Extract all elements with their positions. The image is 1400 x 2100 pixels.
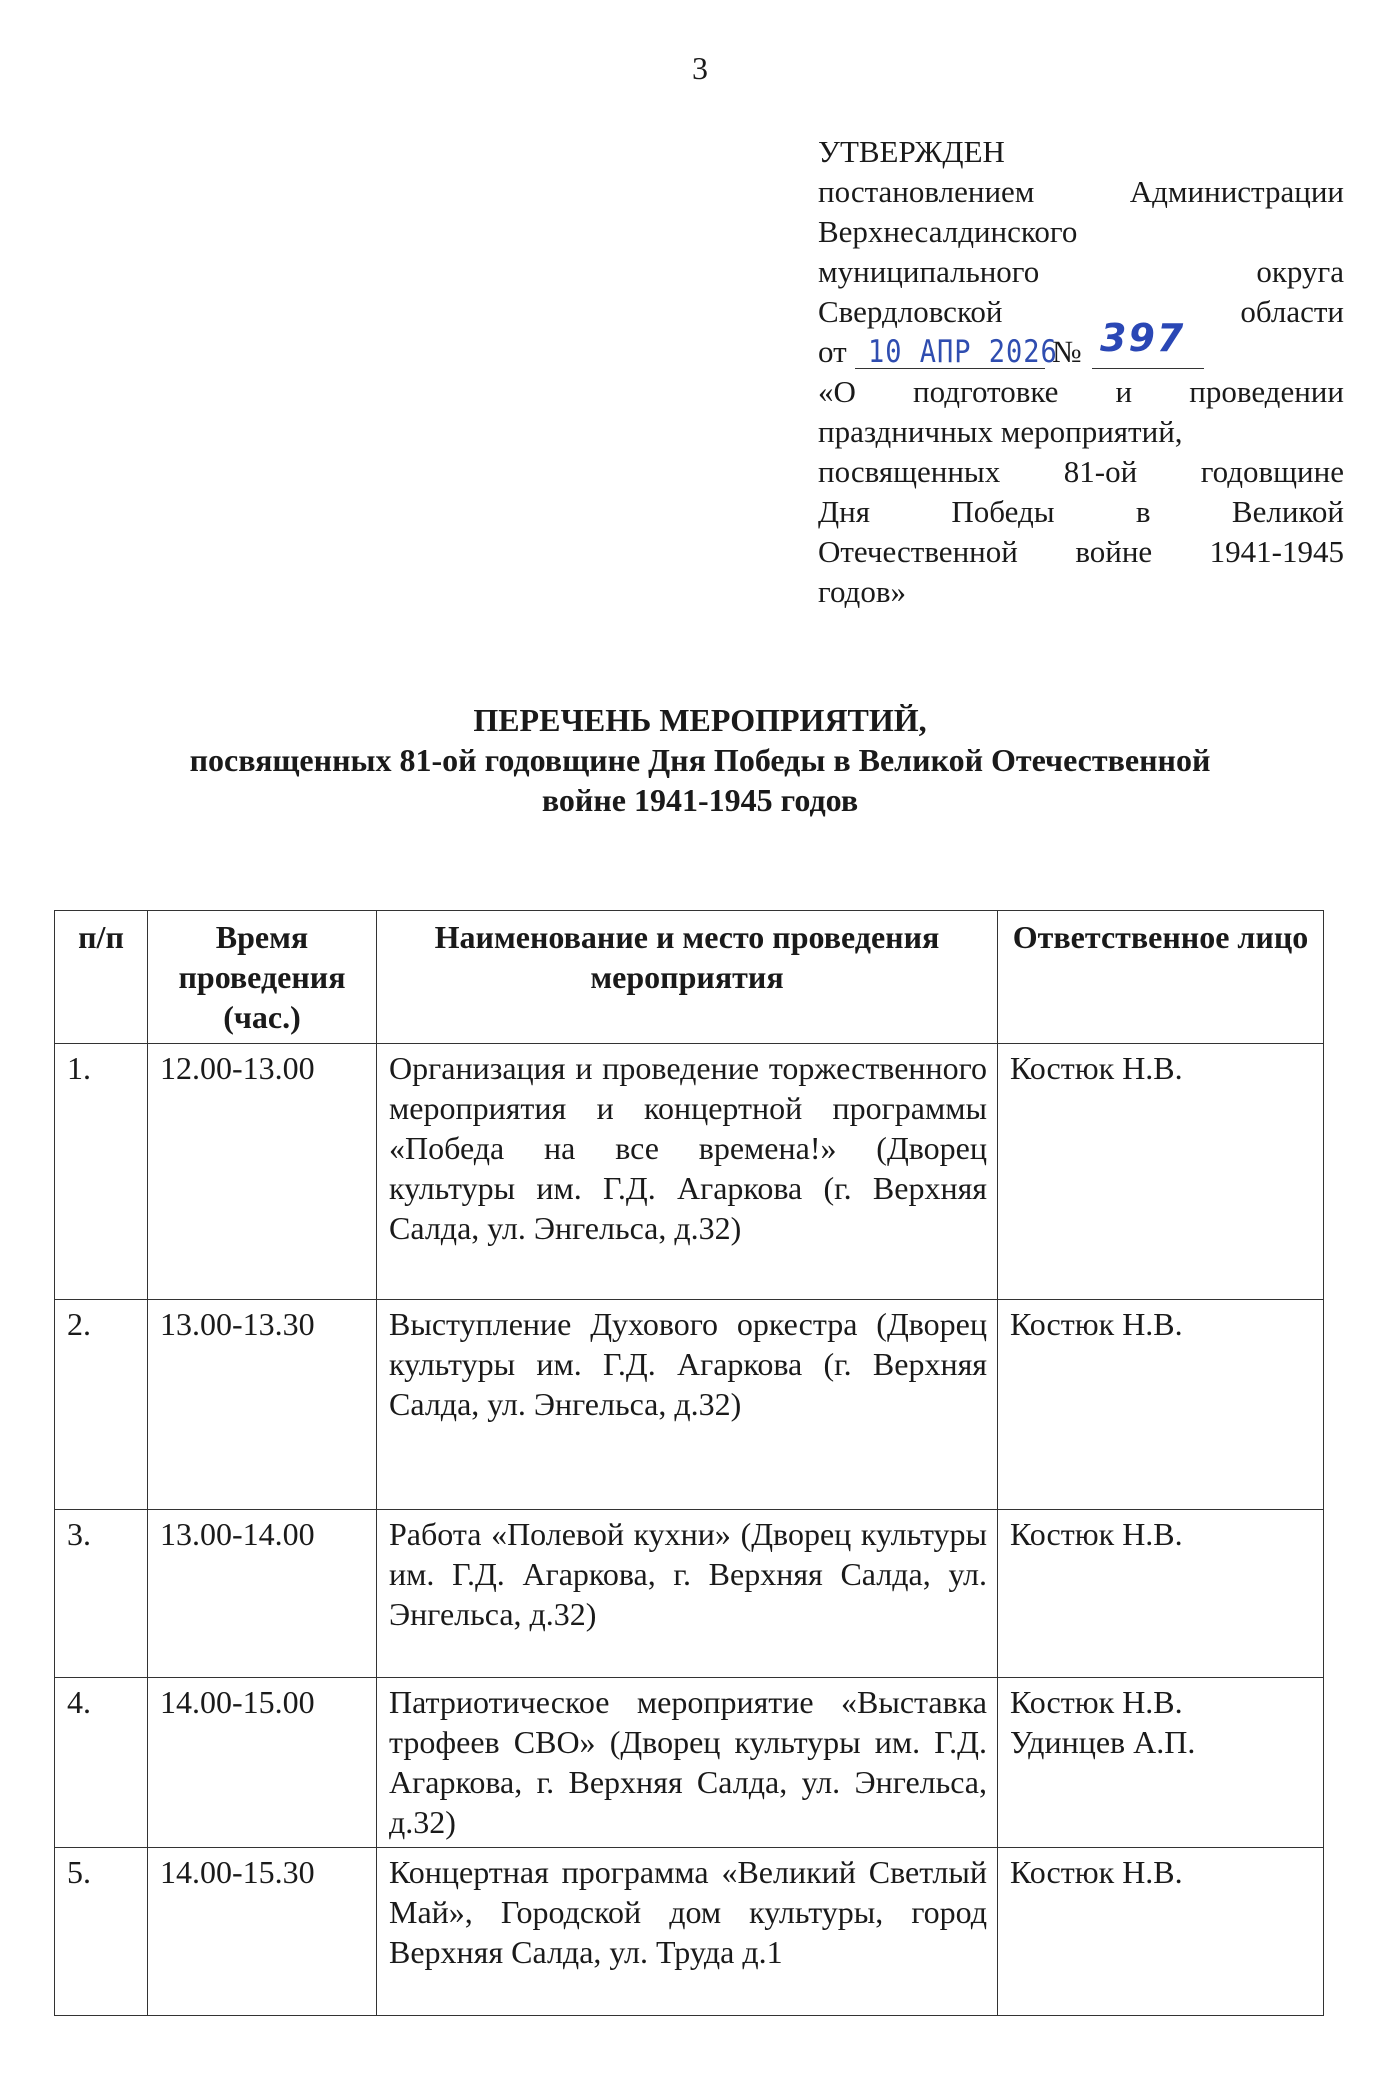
approval-region-left: Свердловской: [818, 294, 1003, 329]
events-table: [54, 910, 1324, 2016]
table-row: [55, 1300, 1324, 1510]
approval-title: УТВЕРЖДЕН: [818, 134, 1005, 169]
row-time: 12.00-13.00: [148, 1044, 377, 1300]
row-event-name: Концертная программа «Великий Светлый Май», Городской дом культуры, город Верхняя Салда, ул. Труда д.1: [377, 1848, 998, 2016]
responsible-person: Костюк Н.В.: [1010, 1854, 1183, 1890]
heading-line-2: посвященных 81-ой годовщине Дня Победы в Великой Отечественной: [189, 742, 1211, 778]
approval-block: [818, 132, 1344, 612]
header-num: п/п: [55, 911, 148, 1044]
table-row: [55, 1510, 1324, 1678]
approval-subject-4: Дня Победы в Великой: [818, 494, 1344, 529]
row-time: 14.00-15.30: [148, 1848, 377, 2016]
approval-subject-3: посвященных 81-ой годовщине: [818, 454, 1344, 489]
table-row: [55, 1848, 1324, 2016]
row-responsible: [998, 1300, 1324, 1510]
row-event-name: Патриотическое мероприятие «Выставка трофеев СВО» (Дворец культуры им. Г.Д. Агаркова, г. Верхняя Салда, ул. Энгельса, д.32): [377, 1678, 998, 1848]
responsible-person: Костюк Н.В.: [1010, 1306, 1183, 1342]
row-num: 4.: [55, 1678, 148, 1848]
approval-line-3: муниципального округа: [818, 254, 1344, 289]
row-event-name: Работа «Полевой кухни» (Дворец культуры им. Г.Д. Агаркова, г. Верхняя Салда, ул. Энгельса, д.32): [377, 1510, 998, 1678]
row-responsible: [998, 1044, 1324, 1300]
document-heading: [0, 700, 1400, 820]
approval-region-right: области: [1240, 294, 1344, 329]
approval-date-line: [818, 316, 1344, 372]
row-time: 13.00-13.30: [148, 1300, 377, 1510]
row-responsible: [998, 1848, 1324, 2016]
approval-line-1: постановлением Администрации: [818, 174, 1344, 209]
heading-line-1: ПЕРЕЧЕНЬ МЕРОПРИЯТИЙ,: [473, 702, 927, 738]
responsible-person: Костюк Н.В.: [1010, 1050, 1183, 1086]
row-responsible: [998, 1510, 1324, 1678]
responsible-person: Костюк Н.В.: [1010, 1684, 1183, 1720]
row-num: 1.: [55, 1044, 148, 1300]
approval-subject-2: праздничных мероприятий,: [818, 414, 1183, 449]
table-row: [55, 1044, 1324, 1300]
handwritten-number: 397: [1100, 316, 1186, 360]
header-time: Время проведения (час.): [148, 911, 377, 1044]
row-num: 5.: [55, 1848, 148, 2016]
row-num: 3.: [55, 1510, 148, 1678]
heading-line-3: войне 1941-1945 годов: [541, 782, 859, 818]
approval-subject-1: «О подготовке и проведении: [818, 374, 1344, 409]
row-event-name: Организация и проведение торжественного мероприятия и концертной программы «Победа на все времена!» (Дворец культуры им. Г.Д. Агаркова (г. Верхняя Салда, ул. Энгельса, д.32): [377, 1044, 998, 1300]
header-responsible: Ответственное лицо: [998, 911, 1324, 1044]
approval-subject-6: годов»: [818, 574, 906, 609]
date-stamp: 10 АПР 2026: [868, 334, 1058, 371]
row-responsible: [998, 1678, 1324, 1848]
approval-subject-5: Отечественной войне 1941-1945: [818, 534, 1344, 569]
responsible-person: Удинцев А.П.: [1010, 1724, 1196, 1760]
approval-line-2: Верхнесалдинского: [818, 214, 1078, 249]
responsible-person: Костюк Н.В.: [1010, 1516, 1183, 1552]
table-row: [55, 1678, 1324, 1848]
number-sign: №: [1052, 334, 1082, 369]
row-event-name: Выступление Духового оркестра (Дворец культуры им. Г.Д. Агаркова (г. Верхняя Салда, ул. Энгельса, д.32): [377, 1300, 998, 1510]
row-time: 13.00-14.00: [148, 1510, 377, 1678]
header-name: Наименование и место проведения мероприятия: [377, 911, 998, 1044]
date-from-label: от: [818, 334, 847, 369]
row-num: 2.: [55, 1300, 148, 1510]
page-number: 3: [692, 50, 708, 86]
table-header-row: [55, 911, 1324, 1044]
row-time: 14.00-15.00: [148, 1678, 377, 1848]
approval-region-line: [818, 292, 1344, 332]
